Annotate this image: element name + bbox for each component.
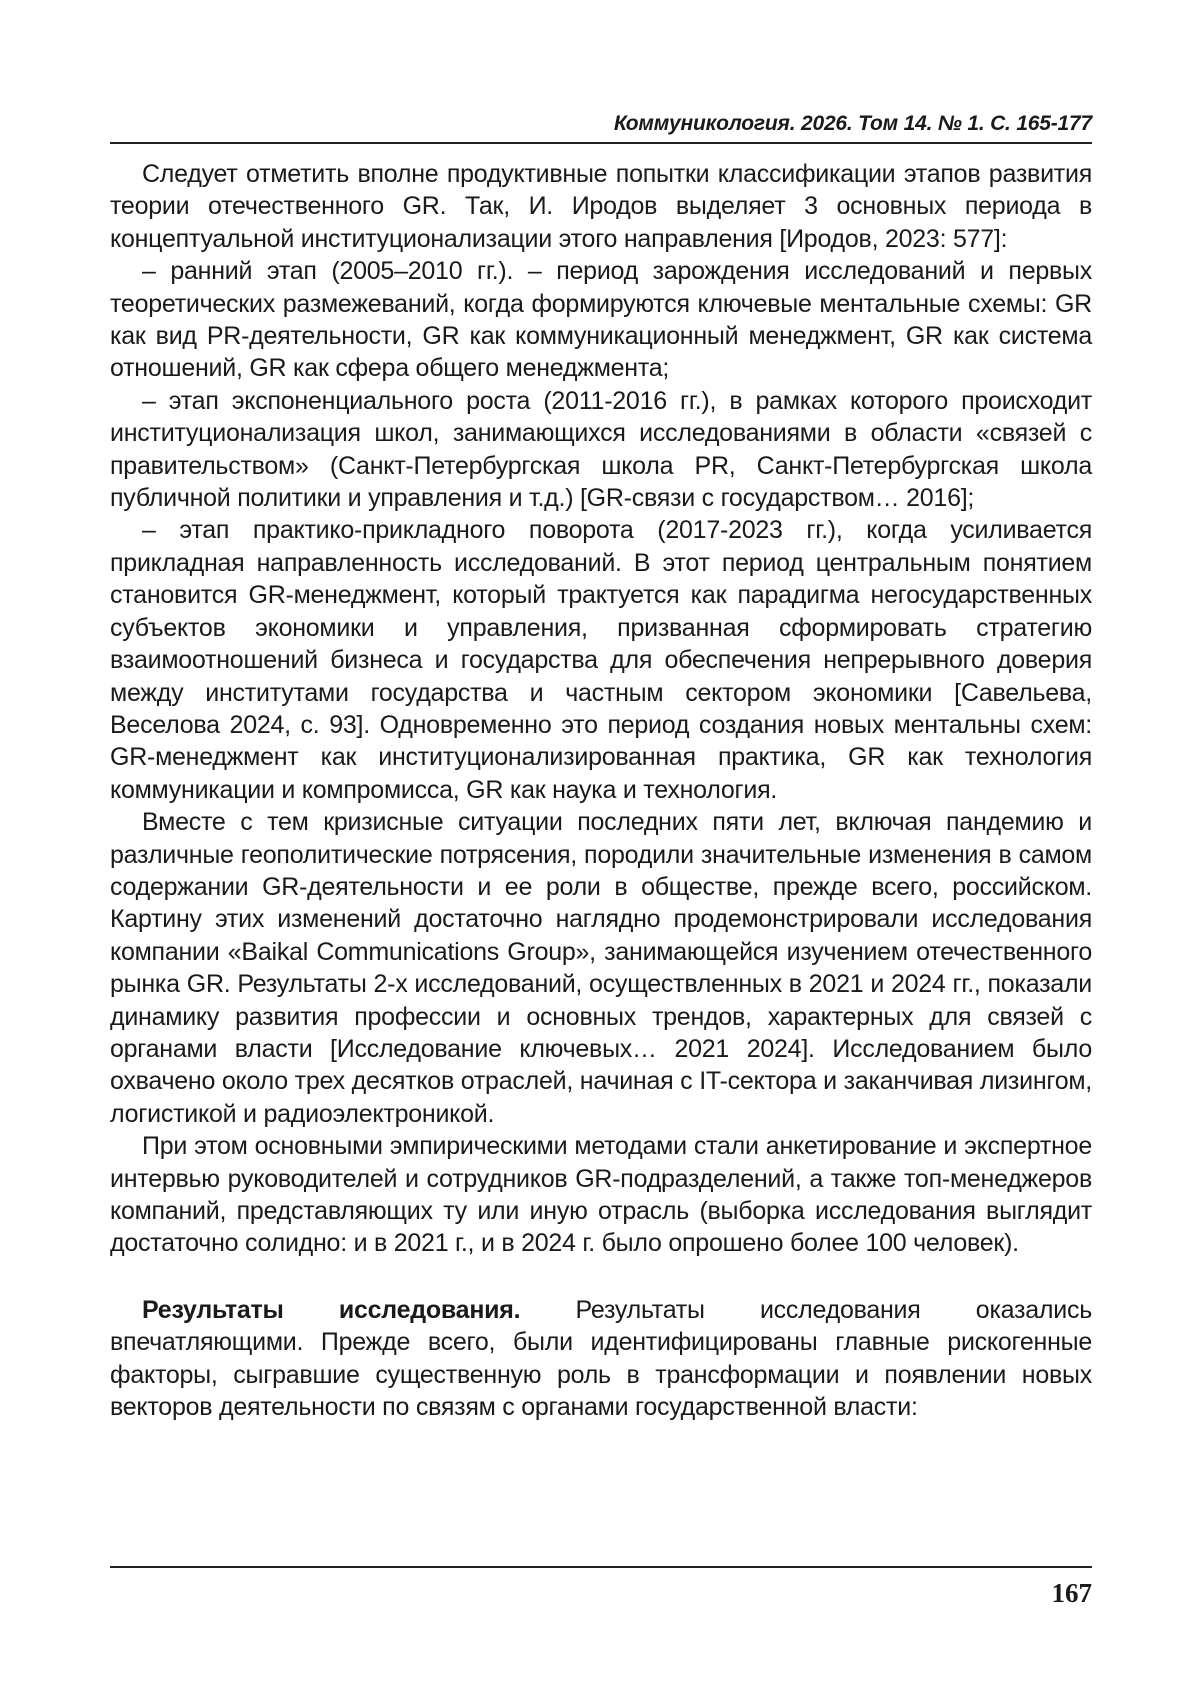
footer-rule xyxy=(110,1566,1092,1568)
paragraph-intro: Следует отметить вполне продуктивные попытки классификации этапов развития теории отечественного GR. Так, И. Иродов выделяет 3 основных периода в концептуальной институционализации этого направления [Иродов, 2023: 577]: xyxy=(110,160,1092,253)
page xyxy=(110,0,1092,1708)
paragraph-stage-growth: – этап экспоненциального роста (2011-2016 гг.), в рамках которого происходит институционализация школ, занимающихся исследованиями в области «связей с правительством» (Санкт-Петербургская школа PR, Санкт-Петербургская школа публичной политики и управления и т.д.) [GR-связи с государством… 2016]; xyxy=(110,386,1092,513)
paragraph-crisis: Вместе с тем кризисные ситуации последних пяти лет, включая пандемию и различные геополитические потрясения, породили значительные изменения в самом содержании GR-деятельности и ее роли в обществе, прежде всего, российском. Картину этих изменений достаточно наглядно продемонстрировали исследования компании «Baikal Communications Group», занимающейся изучением отечественного рынка GR. Результаты 2-х исследований, осуществленных в 2021 и 2024 гг., показали динамику развития профессии и основных трендов, характерных для связей с органами власти [Исследование ключевых… 2021 2024]. Исследованием было охвачено около трех десятков отраслей, начиная с IT-сектора и заканчивая лизингом, логистикой и радиоэлектроникой. xyxy=(110,808,1092,1128)
paragraph-methods: При этом основными эмпирическими методами стали анкетирование и экспертное интервью руководителей и сотрудников GR-подразделений, а также топ-менеджеров компаний, представляющих ту или иную отрасль (выборка исследования выглядит достаточно солидно: и в 2021 г., и в 2024 г. было опрошено более 100 человек). xyxy=(110,1132,1092,1258)
page-number: 167 xyxy=(1051,1578,1092,1608)
running-head: Коммуникология. 2026. Том 14. № 1. С. 165-177 xyxy=(613,112,1092,135)
paragraph-stage-applied: – этап практико-прикладного поворота (2017-2023 гг.), когда усиливается прикладная направленность исследований. В этот период центральным понятием становится GR-менеджмент, который трактуется как парадигма негосударственных субъектов экономики и управления, призванная сформировать стратегию взаимоотношений бизнеса и государства для обеспечения непрерывного доверия между институтами государства и частным сектором экономики [Савельева, Веселова 2024, с. 93]. Одновременно это период создания новых ментальны схем: GR-менеджмент как институционализированная практика, GR как технология коммуникации и компромисса, GR как наука и технология. xyxy=(110,516,1092,804)
header-rule xyxy=(110,142,1092,144)
paragraph-results xyxy=(110,1294,1092,1424)
article-body xyxy=(110,158,1092,1423)
results-heading: Результаты исследования. xyxy=(142,1295,521,1324)
results-text: Результаты исследования оказались впечатляющими. Прежде всего, были идентифицированы главные рискогенные факторы, сыгравшие существенную роль в трансформации и появлении новых векторов деятельности по связям с органами государственной власти: xyxy=(110,1295,1092,1422)
paragraph-stage-early: – ранний этап (2005–2010 гг.). – период зарождения исследований и первых теоретических размежеваний, когда формируются ключевые ментальные схемы: GR как вид PR-деятельности, GR как коммуникационный менеджмент, GR как система отношений, GR как сфера общего менеджмента; xyxy=(110,257,1092,383)
